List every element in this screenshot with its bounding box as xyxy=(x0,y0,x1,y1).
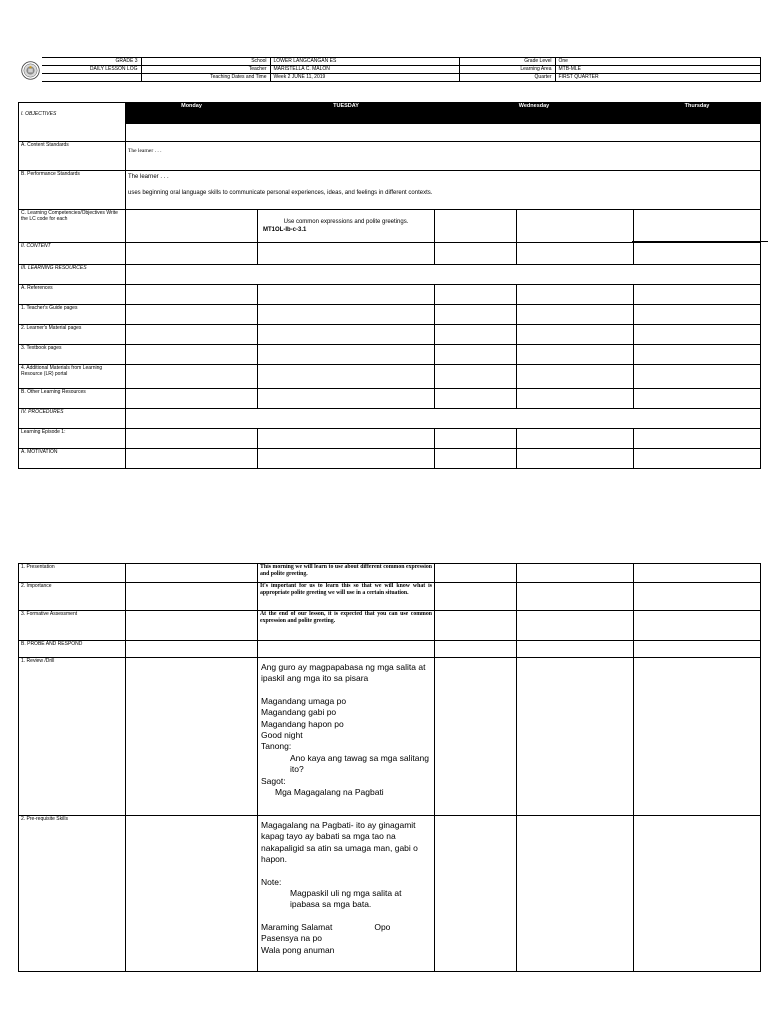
row-cell xyxy=(435,816,517,972)
review-line: Magandang gabi po xyxy=(261,707,337,718)
row-cell xyxy=(126,611,258,641)
row-cell xyxy=(517,449,634,469)
row-cell xyxy=(435,365,517,389)
day-monday: Monday xyxy=(126,103,258,124)
review-line: Mga Magagalang na Pagbati xyxy=(275,787,384,798)
review-line: Tanong: xyxy=(261,741,292,752)
row-cell xyxy=(126,816,258,972)
motivation-label: A. MOTIVATION xyxy=(19,449,126,469)
row-cell xyxy=(517,345,634,365)
row-cell xyxy=(126,583,258,611)
row-cell xyxy=(517,285,634,305)
row-cell xyxy=(126,325,258,345)
row-cell xyxy=(634,345,761,365)
row-cell xyxy=(126,641,258,658)
row-cell xyxy=(517,816,634,972)
row-cell xyxy=(435,389,517,409)
performance-body: uses beginning oral language skills to communicate personal experiences, ideas, and feelings in different contexts. xyxy=(128,190,433,196)
row-cell xyxy=(435,449,517,469)
row-cell xyxy=(634,611,761,641)
row-cell xyxy=(634,429,761,449)
row-cell xyxy=(435,345,517,365)
prereq-line xyxy=(261,922,431,933)
learning-resources-body xyxy=(126,265,761,285)
row-cell xyxy=(634,564,761,583)
row-cell xyxy=(258,429,435,449)
row-cell xyxy=(435,325,517,345)
row-cell xyxy=(634,365,761,389)
row-cell xyxy=(435,641,517,658)
content-label: II. CONTENT xyxy=(19,243,126,265)
dates-label: Teaching Dates and Time xyxy=(141,74,270,82)
competency-code: MT1OL-Ib-c-3.1 xyxy=(263,227,307,233)
teacher-value: MARISTELLA C. MALON xyxy=(270,66,459,74)
row-cell xyxy=(634,285,761,305)
prereq-line: Note: xyxy=(261,876,282,887)
learning-area-value: MTB-MLE xyxy=(555,66,760,74)
review-line: Magandang umaga po xyxy=(261,695,347,706)
probe-label: B. PROBE AND RESPOND xyxy=(19,641,126,658)
deped-seal-icon xyxy=(21,61,40,80)
row-cell xyxy=(517,658,634,816)
row-cell xyxy=(126,365,258,389)
content-cell xyxy=(435,243,517,265)
row-cell xyxy=(435,285,517,305)
learners-material-label: 2. Learner's Material pages xyxy=(19,325,126,345)
prereq-label: 2. Pre-requisite Skills xyxy=(19,816,126,972)
content-standards-value: The learner . . . xyxy=(126,142,761,171)
competency-friday xyxy=(634,210,761,243)
importance-label: 2. Importance xyxy=(19,583,126,611)
prereq-phrase: Maraming Salamat xyxy=(261,921,333,932)
row-cell xyxy=(517,641,634,658)
row-cell xyxy=(634,816,761,972)
row-cell xyxy=(126,389,258,409)
row-cell xyxy=(258,325,435,345)
prereq-line: Magpaskil uli ng mga salita at ipabasa sa mga bata. xyxy=(290,888,402,910)
competencies-label: C. Learning Competencies/Objectives Write the LC code for each xyxy=(19,210,126,243)
quarter-value: FIRST QUARTER xyxy=(555,74,760,82)
row-cell xyxy=(435,611,517,641)
row-cell xyxy=(517,365,634,389)
review-label: 1. Review /Drill xyxy=(19,658,126,816)
row-cell xyxy=(258,389,435,409)
row-cell xyxy=(435,658,517,816)
procedures-body xyxy=(126,409,761,429)
day-wednesday: Wednesday xyxy=(435,103,634,124)
learning-area-label: Learning Area xyxy=(459,66,555,74)
school-label: School xyxy=(141,58,270,66)
row-cell xyxy=(126,285,258,305)
lesson-table-bottom xyxy=(18,563,761,972)
prereq-line: Wala pong anuman xyxy=(261,944,335,955)
textbook-label: 3. Textbook pages xyxy=(19,345,126,365)
row-cell xyxy=(435,305,517,325)
competency-thursday xyxy=(517,210,634,243)
prereq-phrase: Opo xyxy=(374,921,391,932)
row-cell xyxy=(517,611,634,641)
competency-text: Use common expressions and polite greetings. xyxy=(283,219,409,225)
performance-standards-value xyxy=(126,171,761,210)
row-cell xyxy=(126,305,258,325)
row-cell xyxy=(634,325,761,345)
row-cell xyxy=(126,658,258,816)
additional-materials-label: 4. Additional Materials from Learning Resource (LR) portal xyxy=(19,365,126,389)
references-label: A. References xyxy=(19,285,126,305)
stray-rule xyxy=(632,241,768,242)
presentation-text: This morning we will learn to use about different common expression and polite greeting. xyxy=(258,564,435,583)
row-cell xyxy=(517,564,634,583)
teachers-guide-label: 1. Teacher's Guide pages xyxy=(19,305,126,325)
competency-monday xyxy=(126,210,258,243)
importance-text: It's important for us to learn this so that we will know what is appropriate polite greeting we will use in a certain situation. xyxy=(258,583,435,611)
teacher-label: Teacher xyxy=(141,66,270,74)
learning-resources-label: III. LEARNING RESOURCES xyxy=(19,265,126,285)
grade-label: GRADE 3 xyxy=(42,58,141,66)
objectives-label: I. OBJECTIVES xyxy=(19,103,126,142)
day-tuesday: TUESDAY xyxy=(258,103,435,124)
content-cell xyxy=(258,243,435,265)
row-cell xyxy=(258,641,435,658)
dates-value: Week 2 JUNE 11, 2019 xyxy=(270,74,459,82)
row-cell xyxy=(126,564,258,583)
formative-label: 3. Formative Assessment xyxy=(19,611,126,641)
content-standards-label: A. Content Standards xyxy=(19,142,126,171)
row-cell xyxy=(634,449,761,469)
formative-text: At the end of our lesson, it is expected that you can use common expression and polite greeting. xyxy=(258,611,435,641)
row-cell xyxy=(258,449,435,469)
other-resources-label: B. Other Learning Resources xyxy=(19,389,126,409)
row-cell xyxy=(517,429,634,449)
review-line: Ano kaya ang tawag sa mga salitang ito? xyxy=(290,752,429,775)
grade-level-label: Grade Level xyxy=(459,58,555,66)
prereq-line: Pasensya na po xyxy=(261,933,322,944)
content-cell xyxy=(634,243,761,265)
row-cell xyxy=(634,658,761,816)
row-cell xyxy=(634,305,761,325)
quarter-label: Quarter xyxy=(459,74,555,82)
review-line: Sagot: xyxy=(261,775,286,786)
competency-wednesday xyxy=(435,210,517,243)
content-cell xyxy=(126,243,258,265)
row-cell xyxy=(126,429,258,449)
row-cell xyxy=(435,583,517,611)
row-cell xyxy=(634,389,761,409)
performance-standards-label: B. Performance Standards xyxy=(19,171,126,210)
lesson-table-top xyxy=(18,102,761,469)
performance-lead: The learner . . . xyxy=(128,174,169,180)
presentation-label: 1. Presentation xyxy=(19,564,126,583)
day-thursday: Thursday xyxy=(634,103,761,124)
objectives-body xyxy=(126,124,761,142)
review-line: Good night xyxy=(261,730,303,741)
competency-tuesday xyxy=(258,210,435,243)
content-cell xyxy=(517,243,634,265)
grade-level-value: One xyxy=(555,58,760,66)
prereq-line: Magagalang na Pagbati- ito ay ginagamit kapag tayo ay babati sa mga tao na nakapaligid sa atin sa umaga man, gabi o hapon. xyxy=(261,820,418,865)
episode-label: Learning Episode 1: xyxy=(19,429,126,449)
school-value: LOWER LANGCANGAN ES xyxy=(270,58,459,66)
row-cell xyxy=(517,305,634,325)
row-cell xyxy=(126,345,258,365)
row-cell xyxy=(517,583,634,611)
row-cell xyxy=(126,449,258,469)
row-cell xyxy=(634,583,761,611)
row-cell xyxy=(258,305,435,325)
row-cell xyxy=(517,325,634,345)
row-cell xyxy=(517,389,634,409)
review-line: Ang guro ay magpapabasa ng mga salita at ipaskil ang mga ito sa pisara xyxy=(261,662,426,684)
log-label: DAILY LESSON LOG xyxy=(42,66,141,74)
review-line: Magandang hapon po xyxy=(261,718,344,729)
row-cell xyxy=(435,564,517,583)
row-cell xyxy=(634,641,761,658)
row-cell xyxy=(258,365,435,389)
row-cell xyxy=(258,285,435,305)
row-cell xyxy=(435,429,517,449)
review-text xyxy=(258,658,435,816)
header-blank-cell xyxy=(42,74,141,82)
procedures-label: IV. PROCEDURES xyxy=(19,409,126,429)
logo-cell xyxy=(18,58,42,82)
row-cell xyxy=(258,345,435,365)
header-table xyxy=(18,57,761,82)
prereq-text xyxy=(258,816,435,972)
